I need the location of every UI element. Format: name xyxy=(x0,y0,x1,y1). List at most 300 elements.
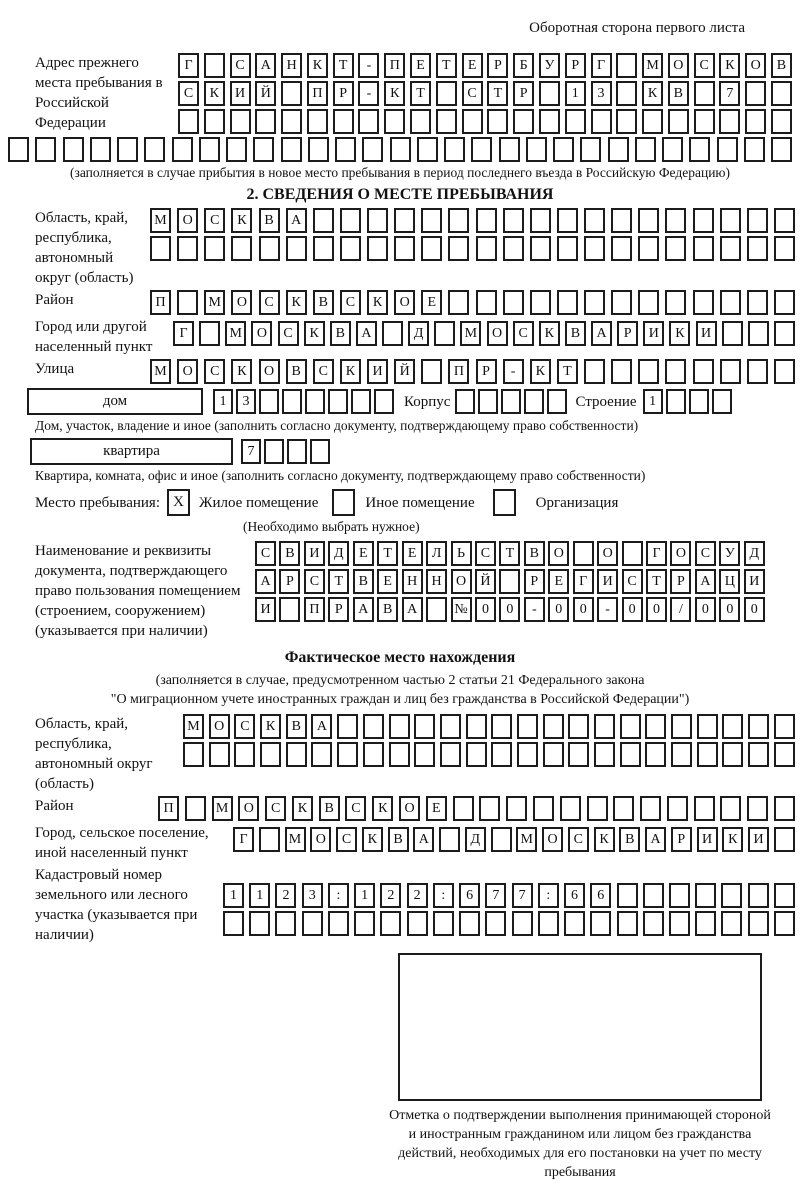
char-cell xyxy=(491,742,512,767)
char-cell: 2 xyxy=(380,883,401,908)
char-cell: П xyxy=(304,597,325,622)
actual-location-note-2: "О миграционном учете иностранных граждан и лиц без гражданства в Российской Федерации") xyxy=(110,692,690,707)
char-cell: М xyxy=(642,53,663,78)
char-cell: Р xyxy=(513,81,534,106)
char-cell: П xyxy=(150,290,171,315)
char-cell xyxy=(580,137,601,162)
char-cell xyxy=(362,137,383,162)
char-cell: : xyxy=(328,883,349,908)
street-row xyxy=(150,359,795,384)
char-cell xyxy=(620,742,641,767)
char-cell xyxy=(313,208,334,233)
char-cell xyxy=(436,81,457,106)
char-cell xyxy=(144,137,165,162)
char-cell: Н xyxy=(402,569,423,594)
char-cell xyxy=(669,883,690,908)
char-cell: О xyxy=(231,290,252,315)
char-cell: О xyxy=(310,827,331,852)
char-cell xyxy=(665,208,686,233)
char-cell xyxy=(560,796,581,821)
korpus-row xyxy=(455,389,567,414)
char-cell xyxy=(382,321,403,346)
char-cell xyxy=(584,290,605,315)
char-cell xyxy=(720,290,741,315)
char-cell: С xyxy=(568,827,589,852)
char-cell xyxy=(553,137,574,162)
char-cell: Р xyxy=(333,81,354,106)
char-cell xyxy=(771,81,792,106)
city-section xyxy=(0,317,800,357)
char-cell xyxy=(747,290,768,315)
char-cell xyxy=(177,290,198,315)
char-cell xyxy=(693,290,714,315)
char-cell xyxy=(459,911,480,936)
char-cell: Т xyxy=(328,569,349,594)
char-cell xyxy=(503,290,524,315)
char-cell: 1 xyxy=(354,883,375,908)
district-section xyxy=(0,290,800,315)
char-cell xyxy=(638,359,659,384)
char-cell xyxy=(340,208,361,233)
char-cell xyxy=(501,389,521,414)
char-cell: Е xyxy=(402,541,423,566)
char-cell: С xyxy=(265,796,286,821)
char-cell xyxy=(335,137,356,162)
char-cell xyxy=(286,236,307,261)
char-cell: К xyxy=(539,321,560,346)
char-cell xyxy=(172,137,193,162)
prev-address-row-2 xyxy=(178,81,792,106)
char-cell xyxy=(665,359,686,384)
char-cell: К xyxy=(642,81,663,106)
char-cell: - xyxy=(503,359,524,384)
actual-region-row-1 xyxy=(183,714,795,739)
prev-address-section xyxy=(0,53,800,134)
char-cell: / xyxy=(670,597,691,622)
char-cell xyxy=(616,53,637,78)
char-cell xyxy=(302,911,323,936)
char-cell xyxy=(640,796,661,821)
house-type-box: дом xyxy=(27,388,203,415)
char-cell xyxy=(417,137,438,162)
stay-type-section xyxy=(0,489,800,516)
char-cell: 2 xyxy=(275,883,296,908)
char-cell: Г xyxy=(233,827,254,852)
char-cell: Т xyxy=(499,541,520,566)
char-cell xyxy=(478,389,498,414)
char-cell: К xyxy=(231,208,252,233)
char-cell: М xyxy=(460,321,481,346)
char-cell xyxy=(394,236,415,261)
char-cell xyxy=(719,109,740,134)
char-cell xyxy=(669,911,690,936)
char-cell: П xyxy=(158,796,179,821)
char-cell: В xyxy=(259,208,280,233)
char-cell: К xyxy=(286,290,307,315)
char-cell: С xyxy=(340,290,361,315)
actual-region-section xyxy=(0,714,800,794)
char-cell: К xyxy=(719,53,740,78)
char-cell: А xyxy=(255,569,276,594)
char-cell xyxy=(748,911,769,936)
char-cell xyxy=(259,827,280,852)
char-cell: Д xyxy=(408,321,429,346)
char-cell xyxy=(611,236,632,261)
char-cell xyxy=(584,208,605,233)
char-cell xyxy=(611,359,632,384)
char-cell: К xyxy=(292,796,313,821)
char-cell xyxy=(643,911,664,936)
actual-region-grid xyxy=(183,714,795,767)
district-label: Район xyxy=(35,292,74,308)
char-cell: Р xyxy=(328,597,349,622)
char-cell xyxy=(564,911,585,936)
prev-address-row-1 xyxy=(178,53,792,78)
char-cell xyxy=(512,911,533,936)
char-cell: 7 xyxy=(241,439,261,464)
char-cell xyxy=(310,439,330,464)
char-cell: К xyxy=(669,321,690,346)
char-cell xyxy=(530,236,551,261)
char-cell xyxy=(226,137,247,162)
actual-city-label: Город, сельское поселение, иной населенный пункт xyxy=(35,825,209,861)
char-cell: О xyxy=(745,53,766,78)
char-cell xyxy=(697,714,718,739)
char-cell: В xyxy=(313,290,334,315)
char-cell: С xyxy=(259,290,280,315)
char-cell: - xyxy=(358,53,379,78)
char-cell xyxy=(117,137,138,162)
char-cell xyxy=(665,236,686,261)
char-cell: С xyxy=(304,569,325,594)
cadastral-label: Кадастровый номер земельного или лесного участка (указывается при наличии) xyxy=(35,867,198,943)
stay-type-checkbox-organization xyxy=(493,489,516,516)
char-cell: А xyxy=(311,714,332,739)
char-cell: О xyxy=(238,796,259,821)
char-cell xyxy=(340,236,361,261)
char-cell: К xyxy=(304,321,325,346)
prev-address-grid xyxy=(178,53,792,134)
char-cell xyxy=(183,742,204,767)
char-cell: М xyxy=(516,827,537,852)
char-cell: К xyxy=(384,81,405,106)
char-cell xyxy=(351,389,371,414)
stay-type-option-residential: Жилое помещение xyxy=(199,494,319,511)
char-cell: И xyxy=(744,569,765,594)
char-cell: А xyxy=(353,597,374,622)
char-cell xyxy=(638,290,659,315)
char-cell: Т xyxy=(436,53,457,78)
char-cell: Р xyxy=(565,53,586,78)
char-cell xyxy=(234,742,255,767)
char-cell xyxy=(513,109,534,134)
char-cell: С xyxy=(278,321,299,346)
char-cell xyxy=(337,742,358,767)
char-cell xyxy=(568,742,589,767)
char-cell xyxy=(260,742,281,767)
char-cell xyxy=(448,208,469,233)
char-cell: О xyxy=(251,321,272,346)
char-cell: И xyxy=(696,321,717,346)
char-cell xyxy=(466,742,487,767)
char-cell: 7 xyxy=(719,81,740,106)
char-cell xyxy=(517,714,538,739)
char-cell xyxy=(617,883,638,908)
char-cell: И xyxy=(304,541,325,566)
char-cell xyxy=(745,81,766,106)
prev-address-label: Адрес прежнего места пребывания в Российской Федерации xyxy=(35,55,163,131)
char-cell xyxy=(281,109,302,134)
document-row-3 xyxy=(255,597,765,622)
char-cell xyxy=(744,137,765,162)
char-cell: Е xyxy=(353,541,374,566)
char-cell: В xyxy=(286,359,307,384)
char-cell: Н xyxy=(426,569,447,594)
section2-title: 2. СВЕДЕНИЯ О МЕСТЕ ПРЕБЫВАНИЯ xyxy=(246,186,554,203)
char-cell xyxy=(671,742,692,767)
char-cell xyxy=(434,321,455,346)
char-cell xyxy=(774,321,795,346)
char-cell xyxy=(363,714,384,739)
char-cell xyxy=(720,236,741,261)
char-cell xyxy=(491,827,512,852)
char-cell xyxy=(668,109,689,134)
stay-type-option-organization: Организация xyxy=(535,494,619,511)
char-cell xyxy=(204,109,225,134)
char-cell: Д xyxy=(744,541,765,566)
prev-address-row-4 xyxy=(8,137,792,162)
char-cell: И xyxy=(367,359,388,384)
char-cell xyxy=(287,439,307,464)
char-cell xyxy=(590,911,611,936)
char-cell xyxy=(747,236,768,261)
char-cell xyxy=(444,137,465,162)
char-cell: 0 xyxy=(622,597,643,622)
actual-region-label: Область, край, республика, автономный округ (область) xyxy=(35,716,153,792)
char-cell xyxy=(281,81,302,106)
char-cell: 0 xyxy=(719,597,740,622)
char-cell xyxy=(440,742,461,767)
char-cell xyxy=(305,389,325,414)
char-cell: С xyxy=(313,359,334,384)
char-cell: У xyxy=(719,541,740,566)
char-cell: - xyxy=(358,81,379,106)
actual-district-label: Район xyxy=(35,798,74,814)
char-cell xyxy=(517,742,538,767)
char-cell: И xyxy=(230,81,251,106)
char-cell: Т xyxy=(410,81,431,106)
char-cell xyxy=(389,742,410,767)
char-cell xyxy=(390,137,411,162)
page-side-note: Оборотная сторона первого листа xyxy=(529,20,745,36)
char-cell xyxy=(665,290,686,315)
char-cell xyxy=(539,81,560,106)
char-cell xyxy=(774,236,795,261)
char-cell: Р xyxy=(671,827,692,852)
char-cell xyxy=(530,208,551,233)
char-cell: Г xyxy=(573,569,594,594)
char-cell xyxy=(426,597,447,622)
char-cell xyxy=(448,236,469,261)
char-cell: М xyxy=(183,714,204,739)
stay-type-note: (Необходимо выбрать нужное) xyxy=(243,519,420,534)
char-cell: 1 xyxy=(249,883,270,908)
char-cell: С xyxy=(622,569,643,594)
char-cell xyxy=(693,236,714,261)
char-cell xyxy=(421,359,442,384)
char-cell xyxy=(367,236,388,261)
char-cell: Д xyxy=(328,541,349,566)
char-cell xyxy=(747,359,768,384)
char-cell xyxy=(8,137,29,162)
char-cell xyxy=(557,290,578,315)
char-cell: И xyxy=(255,597,276,622)
char-cell: М xyxy=(212,796,233,821)
char-cell xyxy=(774,208,795,233)
actual-district-row xyxy=(158,796,795,821)
char-cell: К xyxy=(204,81,225,106)
char-cell xyxy=(722,321,743,346)
char-cell xyxy=(282,389,302,414)
char-cell xyxy=(721,911,742,936)
char-cell: О xyxy=(487,321,508,346)
char-cell xyxy=(620,714,641,739)
char-cell xyxy=(771,109,792,134)
char-cell: Г xyxy=(591,53,612,78)
char-cell: 6 xyxy=(590,883,611,908)
char-cell: Е xyxy=(462,53,483,78)
char-cell: О xyxy=(597,541,618,566)
char-cell xyxy=(448,290,469,315)
char-cell xyxy=(462,109,483,134)
char-cell xyxy=(694,796,715,821)
char-cell xyxy=(720,208,741,233)
char-cell: А xyxy=(255,53,276,78)
char-cell xyxy=(307,109,328,134)
char-cell: В xyxy=(279,541,300,566)
char-cell xyxy=(275,911,296,936)
char-cell xyxy=(613,796,634,821)
char-cell xyxy=(367,208,388,233)
char-cell: - xyxy=(597,597,618,622)
char-cell xyxy=(487,109,508,134)
char-cell xyxy=(717,137,738,162)
char-cell: А xyxy=(413,827,434,852)
char-cell: С xyxy=(255,541,276,566)
char-cell xyxy=(358,109,379,134)
char-cell xyxy=(499,137,520,162)
char-cell: В xyxy=(330,321,351,346)
char-cell: О xyxy=(209,714,230,739)
char-cell: Р xyxy=(617,321,638,346)
char-cell xyxy=(150,236,171,261)
char-cell: О xyxy=(451,569,472,594)
char-cell: О xyxy=(670,541,691,566)
char-cell xyxy=(255,109,276,134)
region-grid xyxy=(150,208,795,261)
char-cell: Й xyxy=(255,81,276,106)
char-cell: О xyxy=(542,827,563,852)
char-cell: О xyxy=(668,53,689,78)
stay-type-checkbox-other xyxy=(332,489,355,516)
char-cell xyxy=(231,236,252,261)
char-cell: 6 xyxy=(459,883,480,908)
char-cell: В xyxy=(353,569,374,594)
char-cell: А xyxy=(356,321,377,346)
char-cell: В xyxy=(771,53,792,78)
char-cell xyxy=(533,796,554,821)
char-cell xyxy=(440,714,461,739)
char-cell: М xyxy=(150,208,171,233)
city-row xyxy=(173,321,795,346)
char-cell: 0 xyxy=(499,597,520,622)
char-cell: С xyxy=(234,714,255,739)
char-cell: Г xyxy=(178,53,199,78)
actual-city-row xyxy=(233,827,795,852)
char-cell xyxy=(185,796,206,821)
char-cell xyxy=(693,208,714,233)
char-cell xyxy=(35,137,56,162)
char-cell xyxy=(622,541,643,566)
char-cell: А xyxy=(695,569,716,594)
char-cell: М xyxy=(150,359,171,384)
char-cell xyxy=(748,321,769,346)
char-cell: 1 xyxy=(223,883,244,908)
char-cell xyxy=(584,236,605,261)
char-cell: Д xyxy=(465,827,486,852)
char-cell: О xyxy=(399,796,420,821)
char-cell: К xyxy=(340,359,361,384)
char-cell: Е xyxy=(377,569,398,594)
char-cell xyxy=(384,109,405,134)
char-cell xyxy=(421,208,442,233)
document-row-2 xyxy=(255,569,765,594)
house-note: Дом, участок, владение и иное (заполнить согласно документу, подтверждающему право собственности) xyxy=(35,418,639,433)
char-cell xyxy=(642,109,663,134)
char-cell xyxy=(63,137,84,162)
char-cell: 2 xyxy=(407,883,428,908)
char-cell xyxy=(281,137,302,162)
char-cell xyxy=(259,236,280,261)
char-cell: У xyxy=(539,53,560,78)
char-cell xyxy=(476,236,497,261)
char-cell xyxy=(645,742,666,767)
char-cell: Ь xyxy=(451,541,472,566)
char-cell xyxy=(414,742,435,767)
char-cell: 3 xyxy=(236,389,256,414)
char-cell xyxy=(543,742,564,767)
char-cell xyxy=(747,208,768,233)
char-cell: 3 xyxy=(591,81,612,106)
char-cell xyxy=(503,208,524,233)
char-cell: Н xyxy=(281,53,302,78)
char-cell: С xyxy=(230,53,251,78)
char-cell: 0 xyxy=(646,597,667,622)
char-cell xyxy=(617,911,638,936)
char-cell xyxy=(374,389,394,414)
char-cell: И xyxy=(697,827,718,852)
char-cell xyxy=(503,236,524,261)
char-cell xyxy=(635,137,656,162)
char-cell: Е xyxy=(421,290,442,315)
char-cell xyxy=(259,389,279,414)
char-cell: М xyxy=(285,827,306,852)
char-cell: С xyxy=(462,81,483,106)
char-cell xyxy=(645,714,666,739)
char-cell xyxy=(591,109,612,134)
street-section xyxy=(0,359,800,384)
char-cell xyxy=(643,883,664,908)
